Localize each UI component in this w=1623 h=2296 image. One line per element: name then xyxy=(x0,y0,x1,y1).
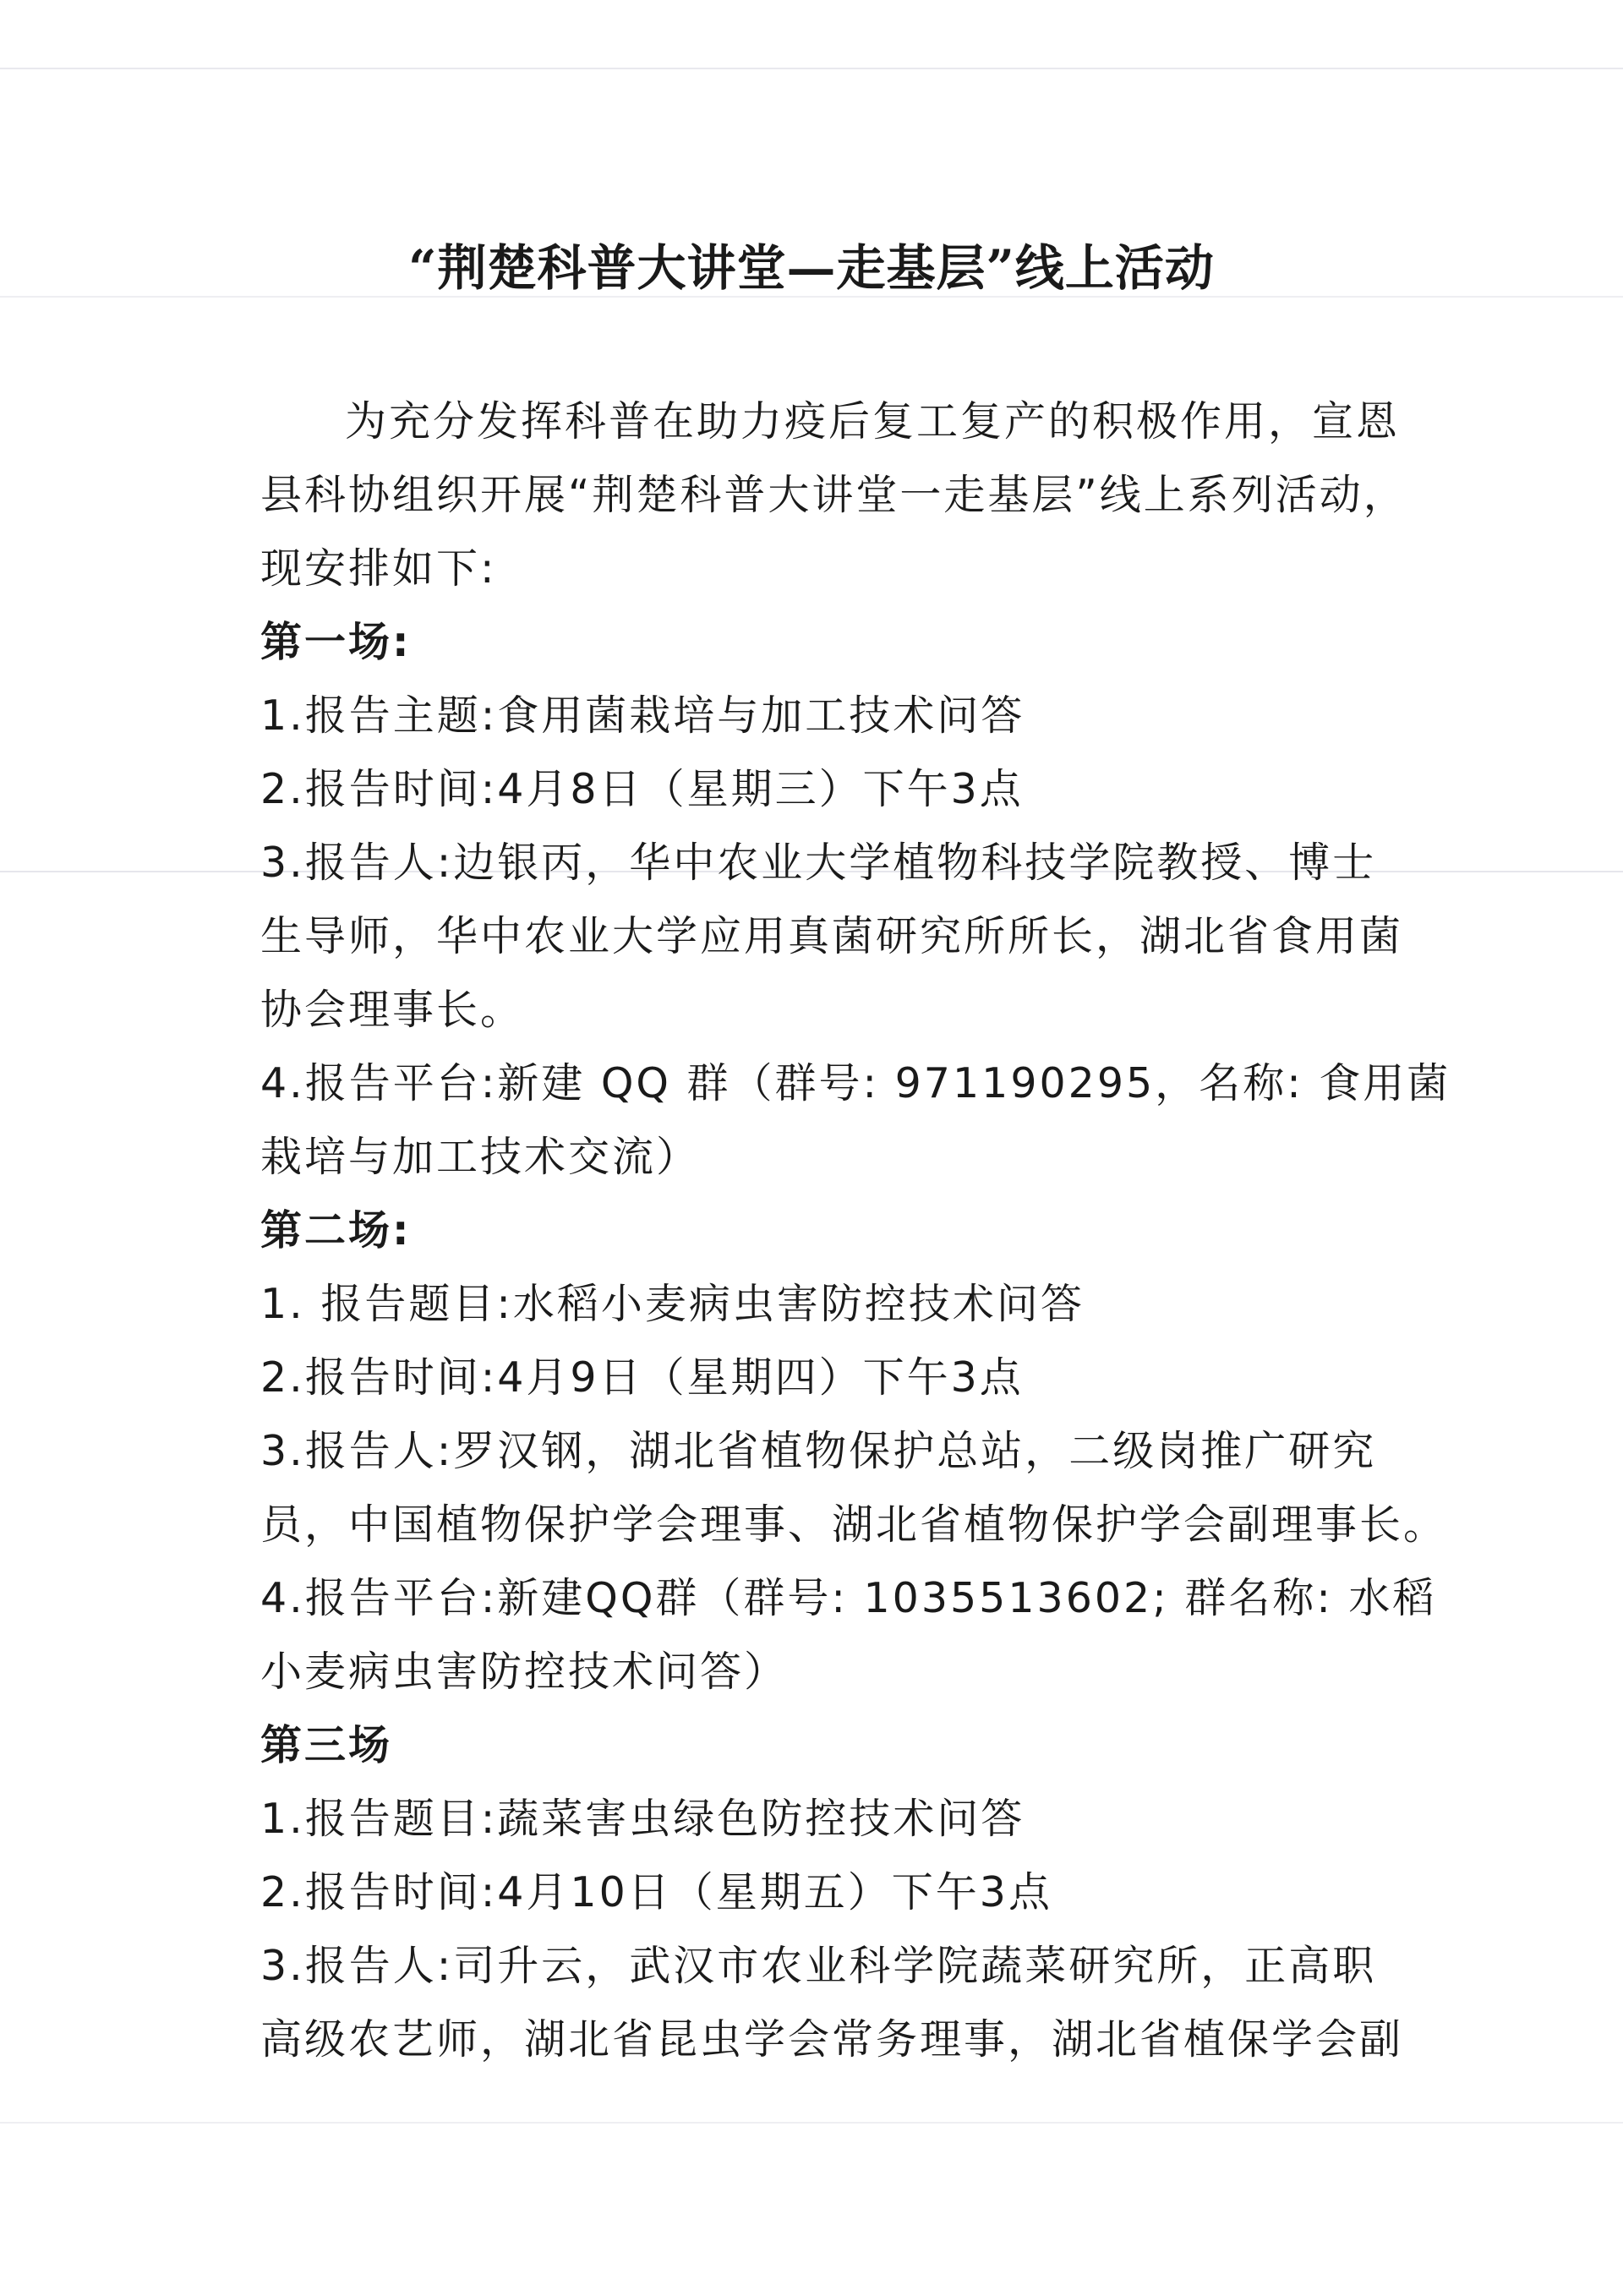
body-line: 生导师，华中农业大学应用真菌研究所所长，湖北省食用菌 xyxy=(260,912,1404,960)
body-line: 现安排如下: xyxy=(260,544,497,593)
document-title: “荆楚科普大讲堂—走基层”线上活动 xyxy=(408,239,1215,297)
body-line: 1.报告题目:蔬菜害虫绿色防控技术问答 xyxy=(260,1795,1025,1843)
body-line: 2.报告时间:4月10日（星期五）下午3点 xyxy=(260,1868,1052,1916)
section-heading: 第二场: xyxy=(260,1206,412,1255)
body-line: 协会理事长。 xyxy=(260,986,525,1034)
body-line: 2.报告时间:4月9日（星期四）下午3点 xyxy=(260,1353,1024,1402)
body-line: 3.报告人:司升云，武汉市农业科学院蔬菜研究所，正高职 xyxy=(260,1942,1377,1990)
body-line: 栽培与加工技术交流） xyxy=(260,1133,701,1181)
scan-fold-line xyxy=(0,68,1623,69)
section-heading: 第三场 xyxy=(260,1721,393,1769)
body-line: 小麦病虫害防控技术问答） xyxy=(260,1648,789,1696)
body-line: 高级农艺师，湖北省昆虫学会常务理事，湖北省植保学会副 xyxy=(260,2015,1404,2064)
body-line: 2.报告时间:4月8日（星期三）下午3点 xyxy=(260,765,1024,813)
body-line: 4.报告平台:新建QQ群（群号: 1035513602; 群名称: 水稻 xyxy=(260,1574,1437,1622)
body-line: 3.报告人:罗汉钢，湖北省植物保护总站，二级岗推广研究 xyxy=(260,1427,1377,1475)
body-line: 4.报告平台:新建 QQ 群（群号: 971190295，名称: 食用菌 xyxy=(260,1059,1451,1107)
scan-fold-line xyxy=(0,2122,1623,2124)
body-line: 为充分发挥科普在助力疫后复工复产的积极作用，宣恩 xyxy=(345,397,1401,446)
body-line: 县科协组织开展“荆楚科普大讲堂一走基层”线上系列活动， xyxy=(260,471,1407,519)
body-line: 1. 报告题目:水稻小麦病虫害防控技术问答 xyxy=(260,1280,1085,1328)
document-body xyxy=(260,385,1451,2076)
body-line: 员，中国植物保护学会理事、湖北省植物保护学会副理事长。 xyxy=(260,1501,1448,1549)
body-line: 1.报告主题:食用菌栽培与加工技术问答 xyxy=(260,692,1025,740)
body-line: 3.报告人:边银丙，华中农业大学植物科技学院教授、博士 xyxy=(260,839,1377,887)
section-heading: 第一场: xyxy=(260,618,412,666)
